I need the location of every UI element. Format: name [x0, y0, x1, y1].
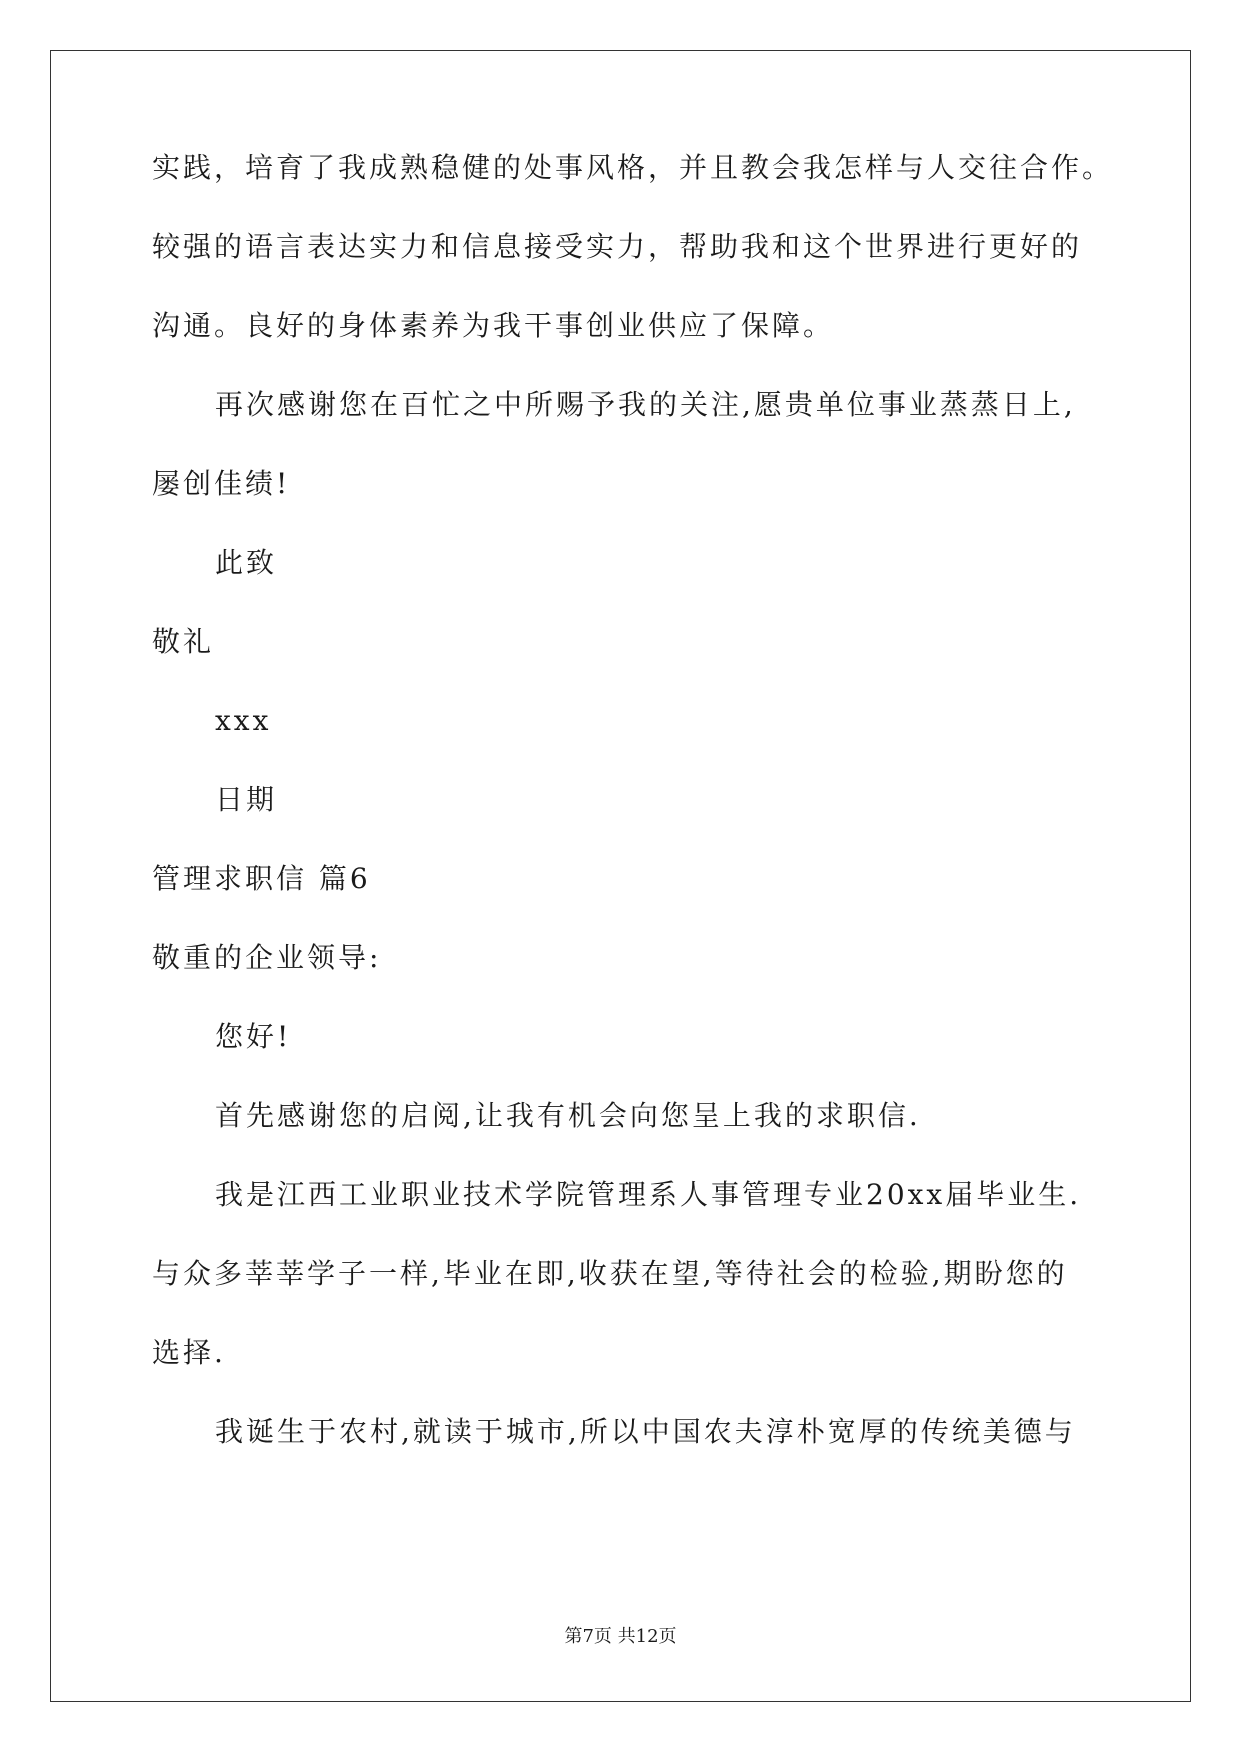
paragraph-line: 我是江西工业职业技术学院管理系人事管理专业20xx届毕业生.: [215, 1178, 1082, 1211]
paragraph-line: 较强的语言表达实力和信息接受实力，帮助我和这个世界进行更好的: [152, 230, 1083, 263]
paragraph-line: 再次感谢您在百忙之中所赐予我的关注,愿贵单位事业蒸蒸日上,: [215, 388, 1076, 421]
signature-date: 日期: [215, 783, 278, 816]
section-heading: 管理求职信 篇6: [152, 862, 371, 895]
paragraph-line: 沟通。良好的身体素养为我干事创业供应了保障。: [152, 309, 835, 342]
closing-regards: 敬礼: [152, 625, 215, 658]
signature-name: xxx: [215, 704, 272, 737]
paragraph-line: 与众多莘莘学子一样,毕业在即,收获在望,等待社会的检验,期盼您的: [152, 1257, 1068, 1290]
greeting-line: 您好!: [215, 1020, 292, 1053]
paragraph-line: 实践，培育了我成熟稳健的处事风格，并且教会我怎样与人交往合作。: [152, 151, 1114, 184]
closing-salutation: 此致: [215, 546, 278, 579]
letter-greeting: 敬重的企业领导:: [152, 941, 382, 974]
paragraph-line: 我诞生于农村,就读于城市,所以中国农夫淳朴宽厚的传统美德与: [215, 1415, 1076, 1448]
page-number-footer: 第7页 共12页: [564, 1626, 677, 1647]
paragraph-line: 首先感谢您的启阅,让我有机会向您呈上我的求职信.: [215, 1099, 921, 1132]
paragraph-line: 屡创佳绩!: [152, 467, 291, 500]
paragraph-line: 选择.: [152, 1336, 226, 1369]
